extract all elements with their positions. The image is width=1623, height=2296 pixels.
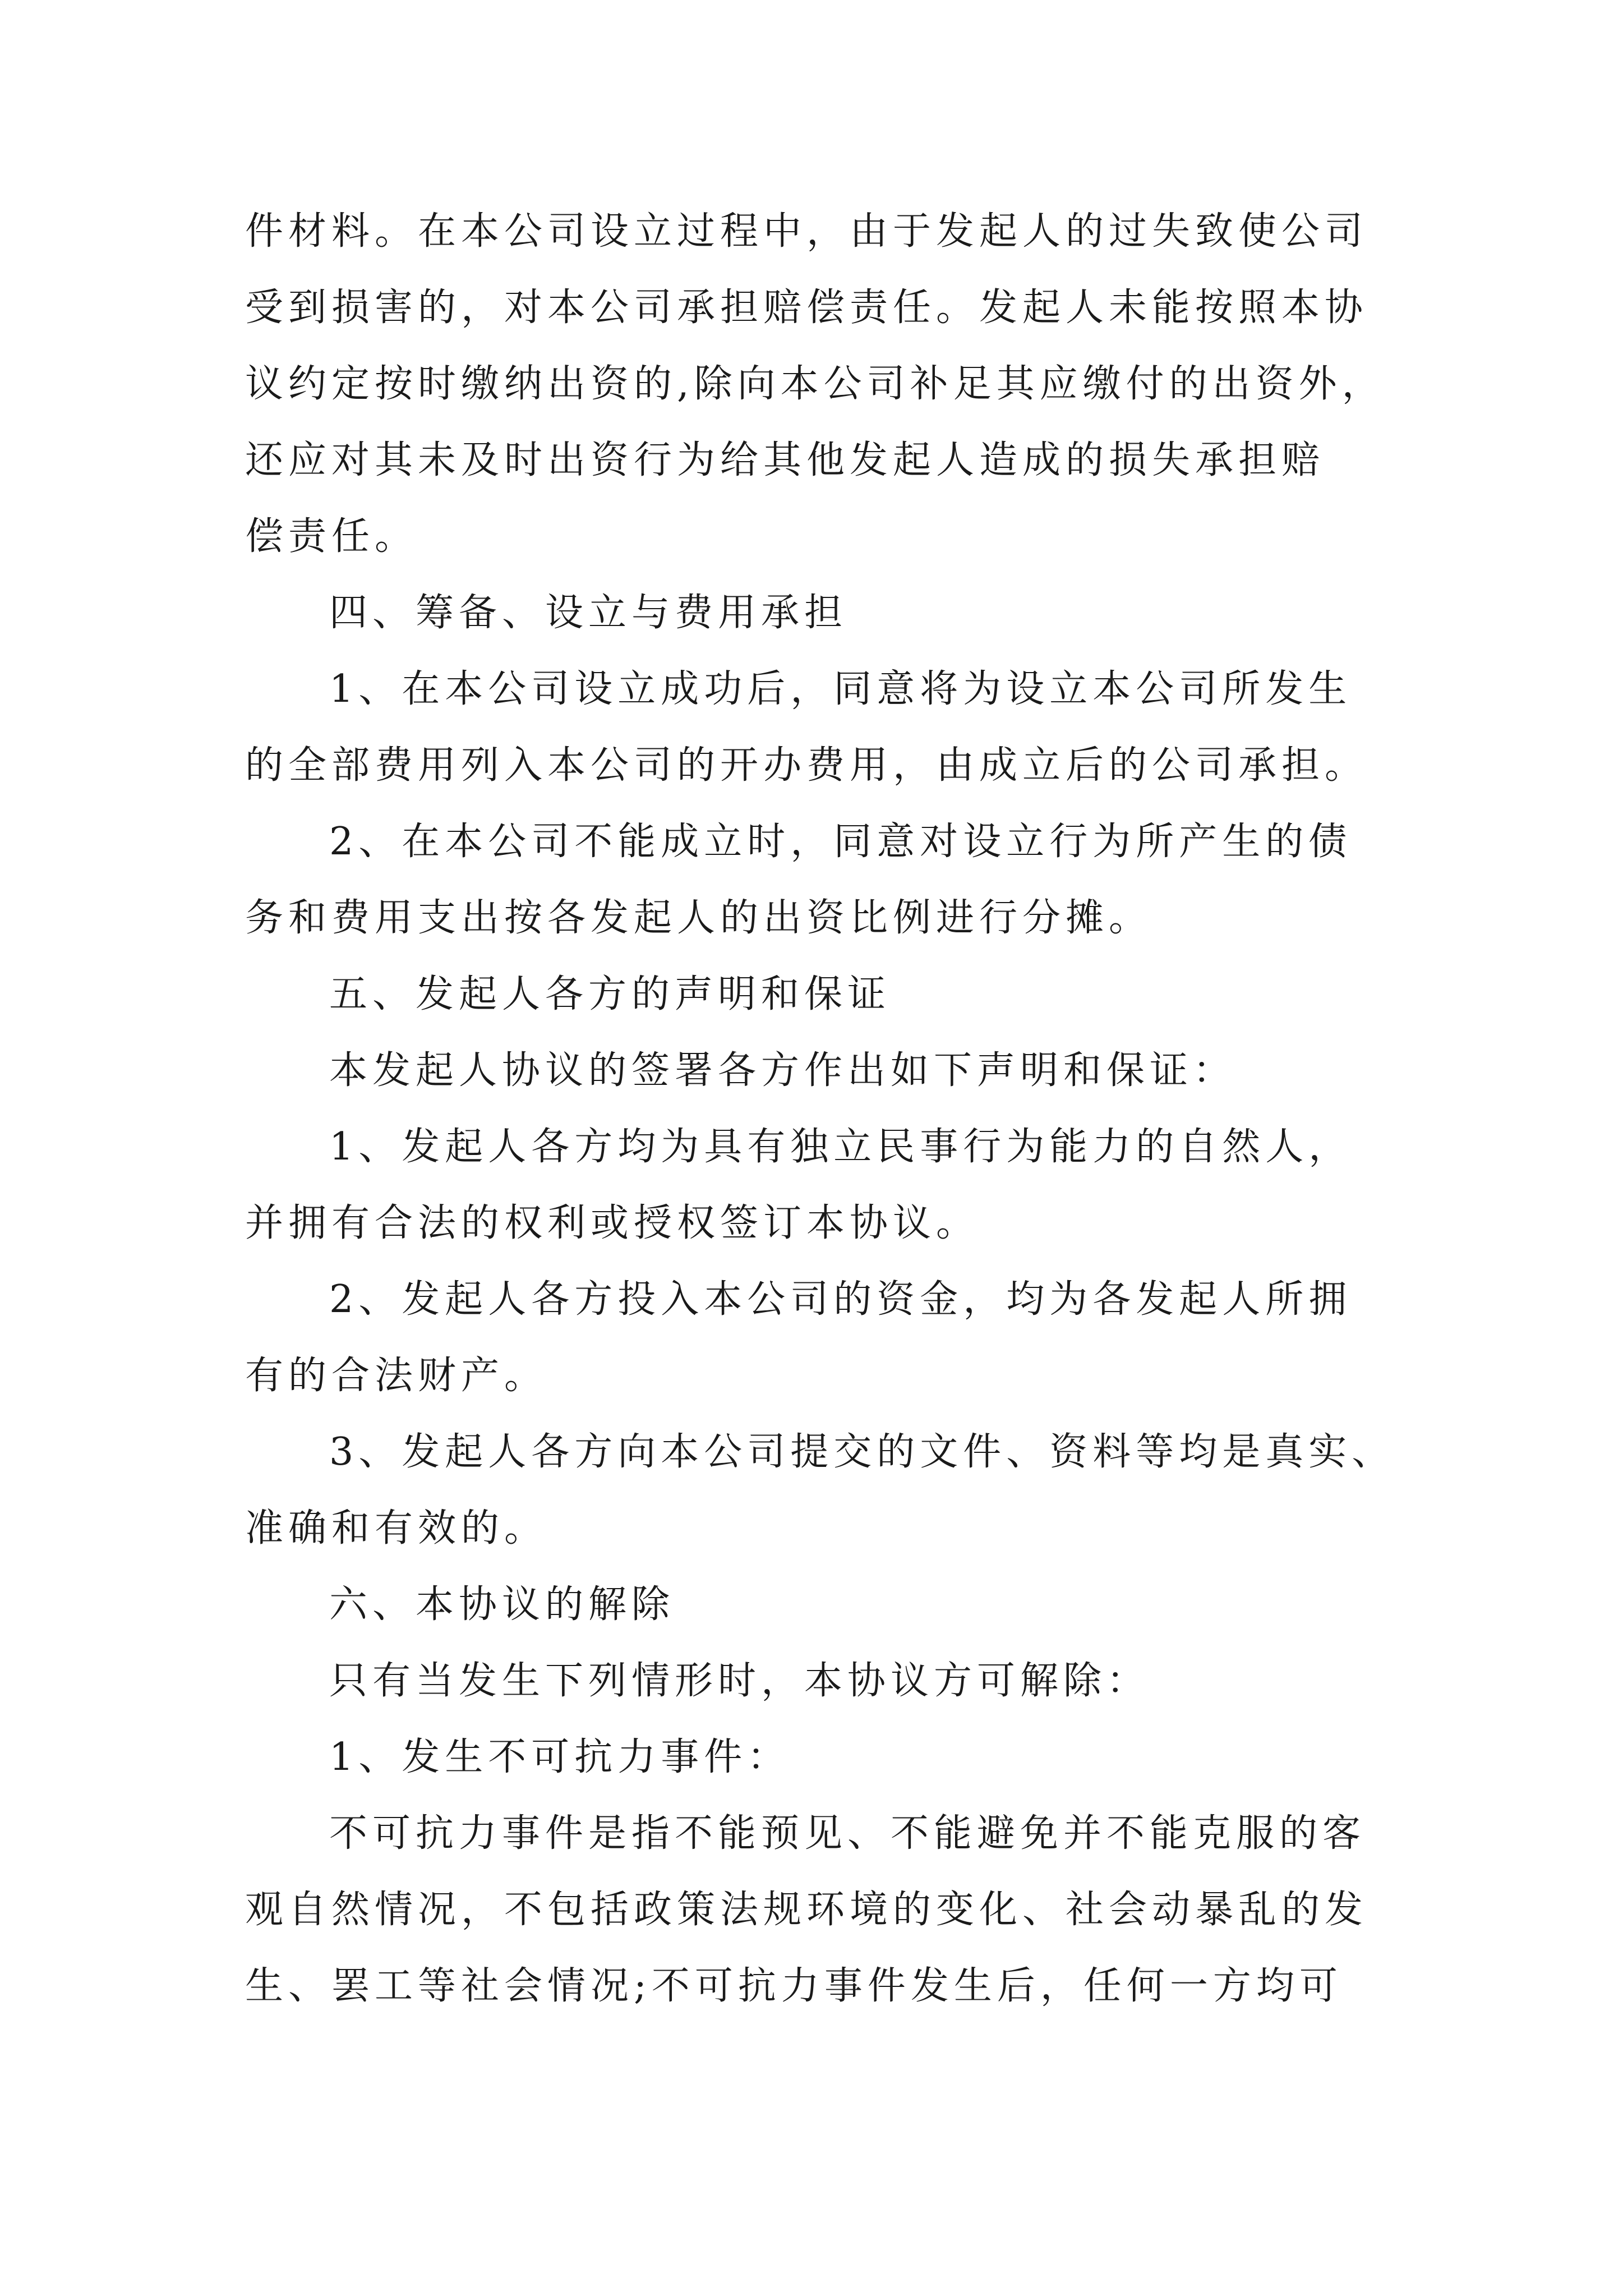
text-line: 件材料。在本公司设立过程中，由于发起人的过失致使公司 [245, 209, 1368, 254]
section-heading: 六、本协议的解除 [329, 1582, 675, 1627]
text-line: 的全部费用列入本公司的开办费用，由成立后的公司承担。 [245, 743, 1368, 788]
text-line: 本发起人协议的签署各方作出如下声明和保证： [329, 1048, 1237, 1093]
body-text [245, 194, 1428, 2024]
text-line: 议约定按时缴纳出资的,除向本公司补足其应缴付的出资外， [245, 362, 1385, 406]
text-line: 并拥有合法的权利或授权签订本协议。 [245, 1201, 980, 1245]
text-line: 只有当发生下列情形时，本协议方可解除： [329, 1659, 1150, 1703]
text-line: 3、发起人各方向本公司提交的文件、资料等均是真实、 [329, 1430, 1395, 1474]
text-line: 观自然情况，不包括政策法规环境的变化、社会动暴乱的发 [245, 1888, 1368, 1932]
text-line: 生、罢工等社会情况;不可抗力事件发生后，任何一方均可 [245, 1964, 1343, 2008]
text-line: 1、发生不可抗力事件： [329, 1735, 791, 1779]
text-line: 不可抗力事件是指不能预见、不能避免并不能克服的客 [329, 1811, 1366, 1856]
text-line: 有的合法财产。 [245, 1354, 548, 1398]
text-line: 偿责任。 [245, 514, 418, 559]
text-line: 1、发起人各方均为具有独立民事行为能力的自然人， [329, 1125, 1352, 1169]
section-heading: 四、筹备、设立与费用承担 [329, 591, 848, 635]
text-line: 务和费用支出按各发起人的出资比例进行分摊。 [245, 896, 1152, 940]
text-line: 2、在本公司不能成立时，同意对设立行为所产生的债 [329, 820, 1352, 864]
text-line: 受到损害的，对本公司承担赔偿责任。发起人未能按照本协 [245, 286, 1368, 330]
text-line: 还应对其未及时出资行为给其他发起人造成的损失承担赔 [245, 438, 1325, 482]
text-line: 2、发起人各方投入本公司的资金，均为各发起人所拥 [329, 1277, 1352, 1322]
section-heading: 五、发起人各方的声明和保证 [329, 972, 891, 1016]
text-line: 1、在本公司设立成功后，同意将为设立本公司所发生 [329, 667, 1352, 711]
text-line: 准确和有效的。 [245, 1506, 548, 1550]
